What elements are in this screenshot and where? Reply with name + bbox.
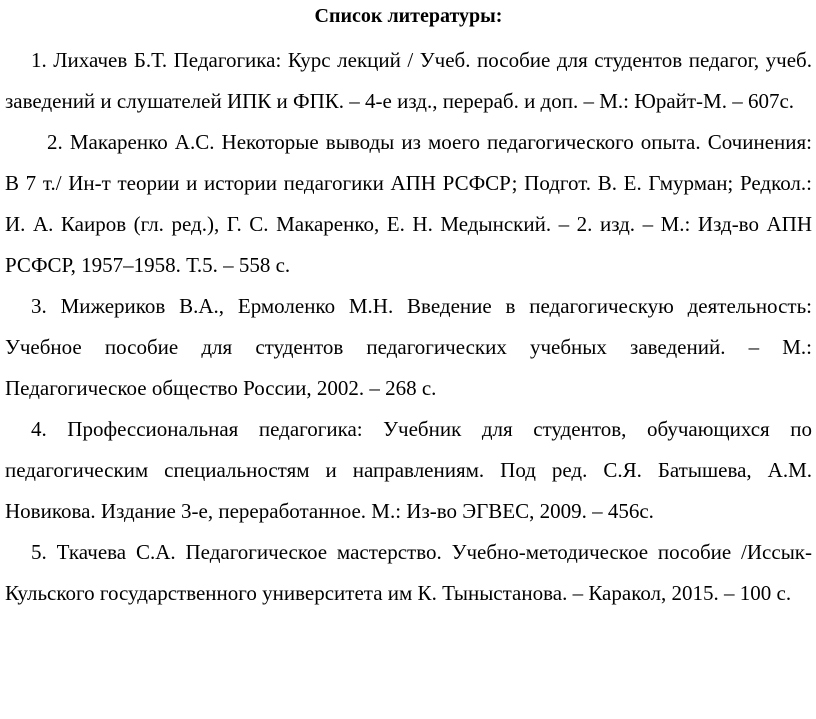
reference-item-3: 3. Мижериков В.А., Ермоленко М.Н. Введение в педагогическую деятельность: Учебное пособие для студентов педагогических учебных заведений. – М.: Педагогическое общество России, 2002. – 268 с. xyxy=(5,294,812,400)
reference-item-4: 4. Профессиональная педагогика: Учебник для студентов, обучающихся по педагогическим специальностям и направлениям. Под ред. С.Я. Батышева, А.М. Новикова. Издание 3-е, переработанное. М.: Из-во ЭГВЕС, 2009. – 456с. xyxy=(5,417,812,523)
page-title: Список литературы: xyxy=(314,5,503,27)
reference-item-5: 5. Ткачева С.А. Педагогическое мастерство. Учебно-методическое пособие /Иссык-Кульского государственного университета им К. Тыныстанова. – Каракол, 2015. – 100 с. xyxy=(5,540,812,605)
reference-item-1: 1. Лихачев Б.Т. Педагогика: Курс лекций / Учеб. пособие для студентов педагог, учеб. заведений и слушателей ИПК и ФПК. – 4-е изд., перераб. и доп. – М.: Юрайт-М. – 607с. xyxy=(5,48,812,113)
reference-list xyxy=(5,40,812,614)
reference-item-2: 2. Макаренко А.С. Некоторые выводы из моего педагогического опыта. Сочинения: В 7 т./ Ин-т теории и истории педагогики АПН РСФСР; Подгот. В. Е. Гмурман; Редкол.: И. А. Каиров (гл. ред.), Г. С. Макаренко, Е. Н. Медынский. – 2. изд. – М.: Изд-во АПН РСФСР, 1957–1958. Т.5. – 558 с. xyxy=(5,130,812,277)
